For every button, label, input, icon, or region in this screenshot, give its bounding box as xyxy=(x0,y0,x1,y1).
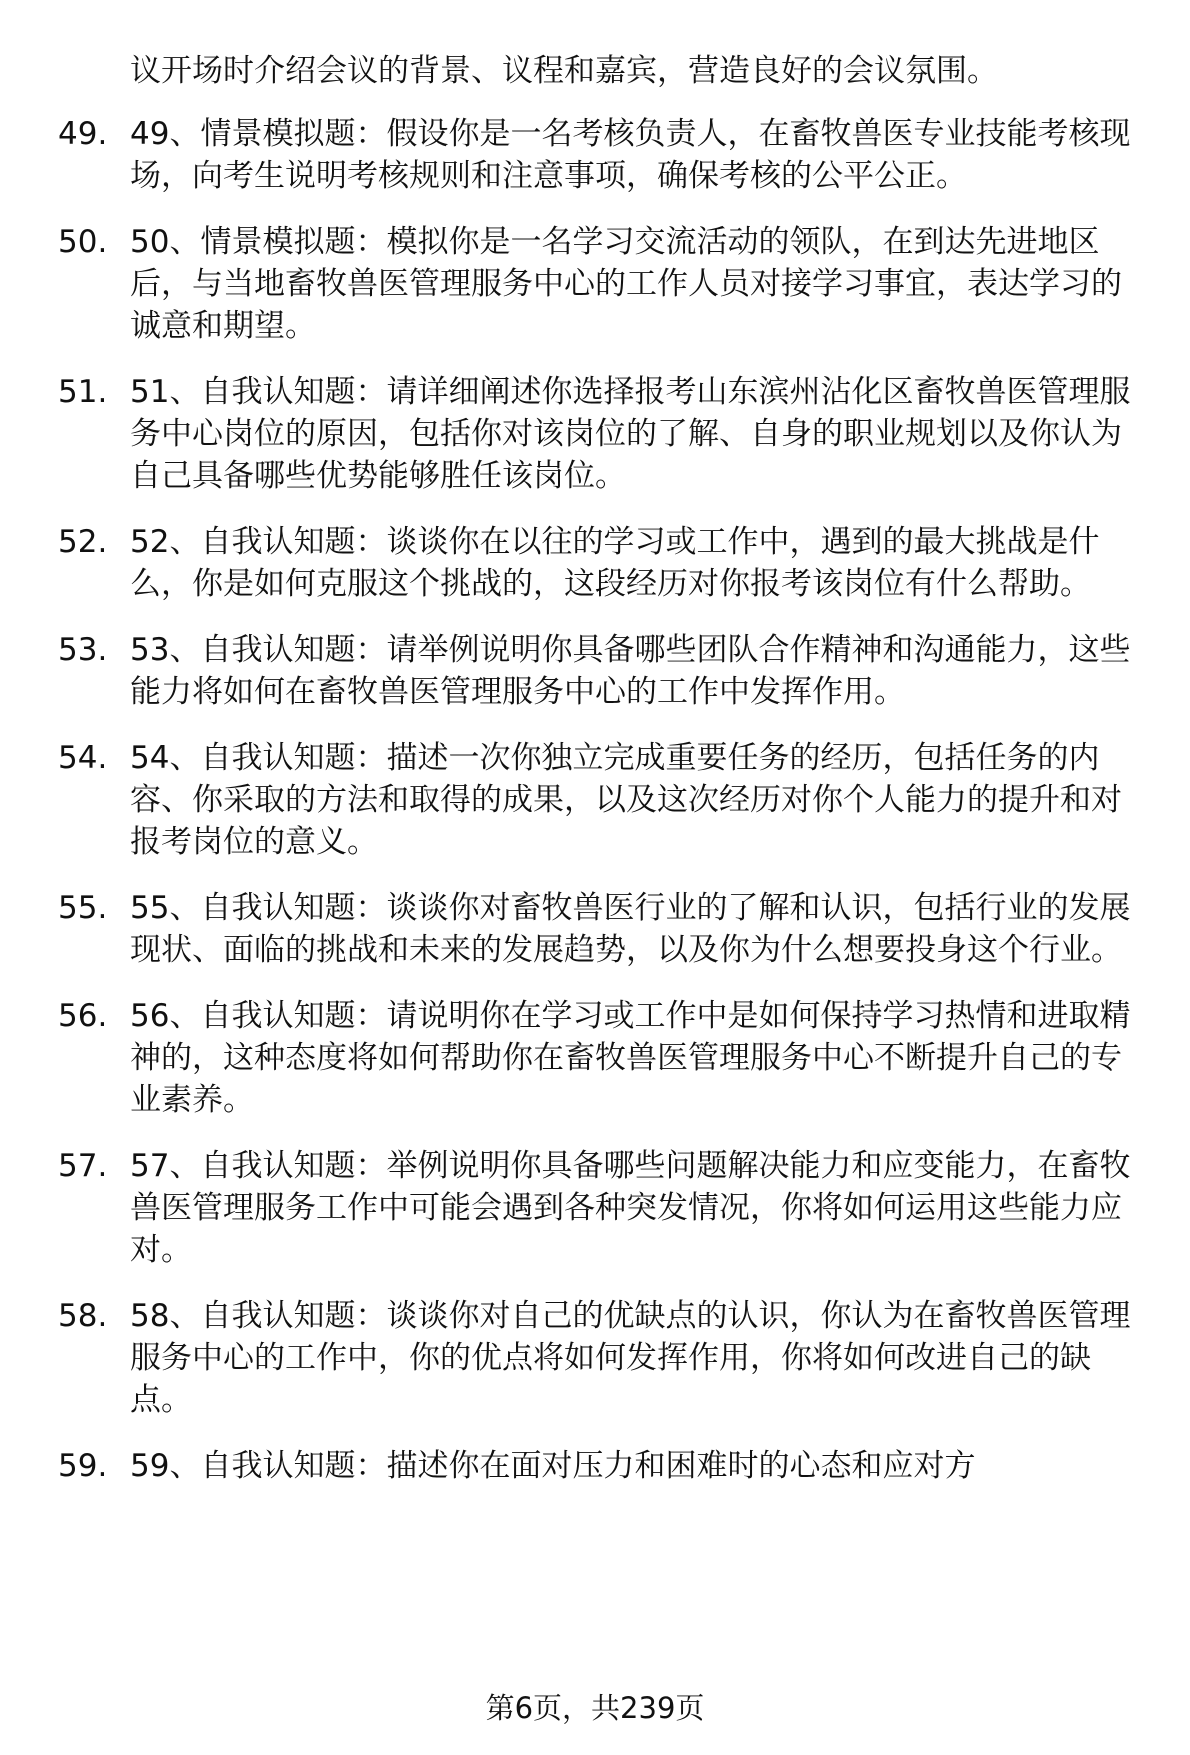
question-number: 54. xyxy=(58,740,108,776)
question-text: 50、情景模拟题：模拟你是一名学习交流活动的领队，在到达先进地区后，与当地畜牧兽医管理服务中心的工作人员对接学习事宜，表达学习的诚意和期望。 xyxy=(130,224,1122,344)
list-item xyxy=(0,737,1190,863)
list-item xyxy=(0,887,1190,971)
question-text: 57、自我认知题：举例说明你具备哪些问题解决能力和应变能力，在畜牧兽医管理服务工作中可能会遇到各种突发情况，你将如何运用这些能力应对。 xyxy=(130,1148,1131,1268)
list-item xyxy=(0,371,1190,497)
question-number: 59. xyxy=(58,1448,108,1484)
question-text: 52、自我认知题：谈谈你在以往的学习或工作中，遇到的最大挑战是什么，你是如何克服这个挑战的，这段经历对你报考该岗位有什么帮助。 xyxy=(130,524,1100,602)
question-list xyxy=(0,113,1190,1511)
question-text: 53、自我认知题：请举例说明你具备哪些团队合作精神和沟通能力，这些能力将如何在畜牧兽医管理服务中心的工作中发挥作用。 xyxy=(130,632,1131,710)
list-item xyxy=(0,221,1190,347)
question-text: 49、情景模拟题：假设你是一名考核负责人，在畜牧兽医专业技能考核现场，向考生说明考核规则和注意事项，确保考核的公平公正。 xyxy=(130,116,1131,194)
list-item xyxy=(0,1145,1190,1271)
list-item xyxy=(0,995,1190,1121)
question-number: 53. xyxy=(58,632,108,668)
question-text: 58、自我认知题：谈谈你对自己的优缺点的认识，你认为在畜牧兽医管理服务中心的工作中，你的优点将如何发挥作用，你将如何改进自己的缺点。 xyxy=(130,1298,1131,1418)
question-text: 55、自我认知题：谈谈你对畜牧兽医行业的了解和认识，包括行业的发展现状、面临的挑战和未来的发展趋势，以及你为什么想要投身这个行业。 xyxy=(130,890,1131,968)
question-number: 56. xyxy=(58,998,108,1034)
question-text: 59、自我认知题：描述你在面对压力和困难时的心态和应对方 xyxy=(130,1448,976,1484)
question-number: 49. xyxy=(58,116,108,152)
list-item xyxy=(0,1445,1190,1487)
question-text: 56、自我认知题：请说明你在学习或工作中是如何保持学习热情和进取精神的，这种态度将如何帮助你在畜牧兽医管理服务中心不断提升自己的专业素养。 xyxy=(130,998,1131,1118)
list-item xyxy=(0,1295,1190,1421)
question-number: 52. xyxy=(58,524,108,560)
continuation-paragraph: 议开场时介绍会议的背景、议程和嘉宾，营造良好的会议氛围。 xyxy=(130,53,998,89)
question-number: 55. xyxy=(58,890,108,926)
list-item xyxy=(0,113,1190,197)
page-footer: 第6页，共239页 xyxy=(485,1691,705,1725)
list-item xyxy=(0,629,1190,713)
question-number: 58. xyxy=(58,1298,108,1334)
question-text: 54、自我认知题：描述一次你独立完成重要任务的经历，包括任务的内容、你采取的方法和取得的成果，以及这次经历对你个人能力的提升和对报考岗位的意义。 xyxy=(130,740,1122,860)
question-number: 51. xyxy=(58,374,108,410)
question-number: 57. xyxy=(58,1148,108,1184)
list-item xyxy=(0,521,1190,605)
question-number: 50. xyxy=(58,224,108,260)
question-text: 51、自我认知题：请详细阐述你选择报考山东滨州沾化区畜牧兽医管理服务中心岗位的原因，包括你对该岗位的了解、自身的职业规划以及你认为自己具备哪些优势能够胜任该岗位。 xyxy=(130,374,1131,494)
